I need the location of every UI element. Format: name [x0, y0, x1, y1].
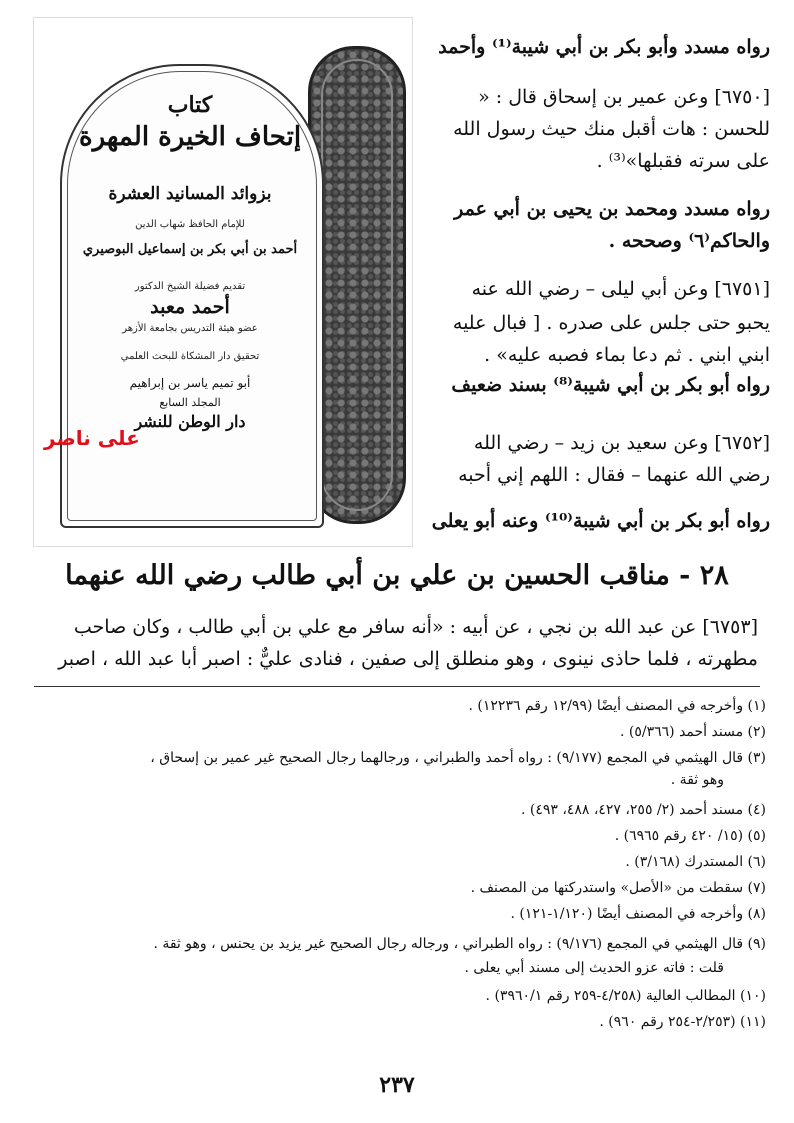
- cover-caption: تحقيق دار المشكاة للبحث العلمي: [120, 351, 260, 362]
- text-line: رضي الله عنهما – فقال : اللهم إني أحبه: [458, 464, 770, 486]
- section-heading: ٢٨ - مناقب الحسين بن علي بن أبي طالب رضي الله عنهما: [65, 560, 729, 591]
- text-line: رواه مسدد ومحمد بن يحيى بن أبي عمر: [454, 198, 770, 220]
- cover-volume: المجلد السابع: [159, 396, 221, 409]
- footnote: (٤) مسند أحمد (٢/ ٢٥٥، ٤٢٧، ٤٨٨، ٤٩٣) .: [520, 802, 766, 818]
- footnote-continuation: قلت : فاته عزو الحديث إلى مسند أبي يعلى .: [464, 960, 724, 976]
- text-line: [٦٧٥١] وعن أبي ليلى – رضي الله عنه: [471, 278, 770, 300]
- cover-author: أحمد بن أبي بكر بن إسماعيل البوصيري: [82, 242, 298, 257]
- cover-caption: للإمام الحافظ شهاب الدين: [135, 219, 245, 230]
- cover-subtitle: بزوائد المسانيد العشرة: [108, 184, 272, 204]
- footnote: (٢) مسند أحمد (٥/٣٦٦) .: [620, 724, 766, 740]
- text-line: رواه مسدد وأبو بكر بن أبي شيبة⁽¹⁾ وأحمد: [438, 36, 770, 58]
- text-line: [٦٧٥٢] وعن سعيد بن زيد – رضي الله: [473, 432, 770, 454]
- hadith-line: مطهرته ، فلما حاذى نينوى ، وهو منطلق إلى صفين ، فنادى عليٌّ : اصبر أبا عبد الله ، اصبر: [58, 648, 758, 670]
- text-line: يحبو حتى جلس على صدره . [ فبال عليه: [452, 312, 770, 334]
- cover-caption: عضو هيئة التدريس بجامعة الأزهر: [122, 323, 258, 334]
- footnote: (١) وأخرجه في المصنف أيضًا (١٢/٩٩ رقم ١٢٢٣٦) .: [468, 698, 766, 714]
- text-line: والحاكم⁽٦⁾ وصححه .: [608, 230, 770, 252]
- footnote: (١١) (٢/٢٥٣-٢٥٤ رقم ٩٦٠) .: [599, 1014, 766, 1030]
- cover-title: إتحاف الخيرة المهرة: [78, 122, 302, 152]
- footnote: (٦) المستدرك (٣/١٦٨) .: [625, 854, 766, 870]
- cover-caption: تقديم فضيلة الشيخ الدكتور: [134, 281, 246, 292]
- footnote-divider: [34, 686, 760, 687]
- cover-editor: أبو تميم ياسر بن إبراهيم: [129, 376, 251, 390]
- footnote: (٩) قال الهيثمي في المجمع (٩/١٧٦) : رواه الطبراني ، ورجاله رجال الصحيح غير يزيد بن يحنس ، وهو ثقة .: [153, 936, 766, 952]
- book-cover-image: [34, 18, 412, 546]
- signature-watermark: على ناصر: [44, 426, 140, 450]
- text-line: رواه أبو بكر بن أبي شيبة⁽⁸⁾ بسند ضعيف: [451, 374, 770, 396]
- cover-publisher: دار الوطن للنشر: [134, 412, 246, 431]
- footnote-continuation: وهو ثقة .: [670, 772, 724, 788]
- footnote: (٧) سقطت من «الأصل» واستدركتها من المصنف .: [470, 880, 766, 896]
- text-line: رواه أبو بكر بن أبي شيبة⁽¹⁰⁾ وعنه أبو يعلى: [431, 510, 770, 532]
- text-line: للحسن : هات أقبل منك حيث رسول الله: [453, 118, 770, 140]
- footnote: (٨) وأخرجه في المصنف أيضًا (١/١٢٠-١٢١) .: [510, 906, 766, 922]
- text-line: ابني ابني . ثم دعا بماء فصبه عليه» .: [484, 344, 770, 366]
- page-number: ٢٣٧: [379, 1072, 415, 1098]
- footnote: (١٠) المطالب العالية (٤/٢٥٨-٢٥٩ رقم ٣٩٦٠/١) .: [485, 988, 766, 1004]
- footnote: (٣) قال الهيثمي في المجمع (٩/١٧٧) : رواه أحمد والطبراني ، ورجالهما رجال الصحيح غير عمير بن إسحاق ،: [150, 750, 766, 766]
- cover-presenter: أحمد معبد: [150, 296, 230, 318]
- cover-kitab: كتاب: [167, 92, 213, 118]
- hadith-line: [٦٧٥٣] عن عبد الله بن نجي ، عن أبيه : «أنه سافر مع علي بن أبي طالب ، وكان صاحب: [73, 616, 758, 638]
- footnote: (٥) (١٥/ ٤٢٠ رقم ٦٩٦٥) .: [614, 828, 766, 844]
- text-line: على سرته فقبلها»⁽³⁾ .: [596, 150, 770, 172]
- text-line: [٦٧٥٠] وعن عمير بن إسحاق قال : «: [478, 86, 770, 108]
